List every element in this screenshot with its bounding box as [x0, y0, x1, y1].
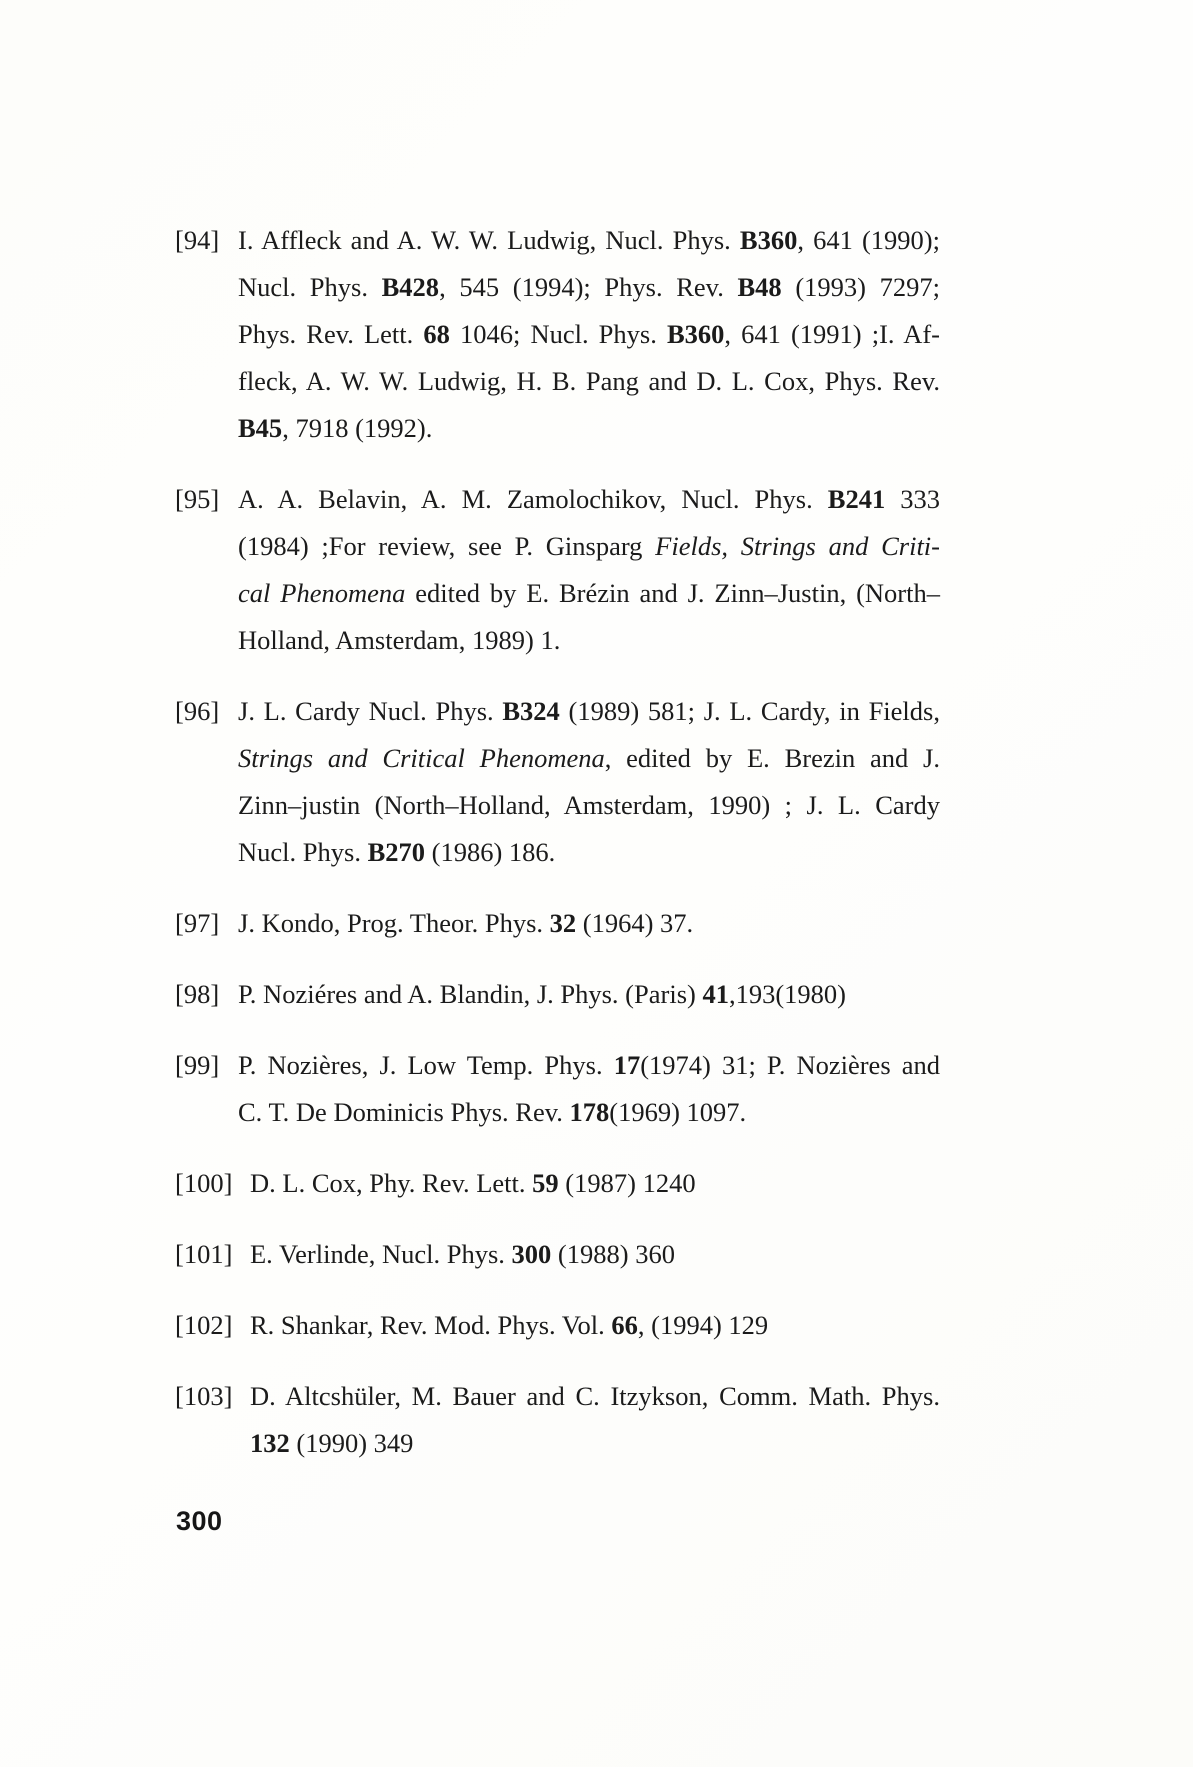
reference-text-segment: (1993) 7297; [781, 272, 940, 302]
reference-text-segment: I. Affleck and A. W. W. Ludwig, Nucl. Phys. [238, 225, 740, 255]
reference-text-segment: B360 [666, 319, 725, 349]
reference-text-segment: B45 [238, 413, 283, 443]
reference-label: [101] [175, 1239, 233, 1269]
reference-line [250, 1302, 940, 1349]
reference-text-segment: Phys. Rev. Lett. [238, 319, 424, 349]
reference-label: [98] [175, 979, 220, 1009]
reference-text-segment: P. Nozières, J. Low Temp. Phys. [238, 1050, 614, 1080]
reference-line [250, 1231, 940, 1278]
reference-text-segment: (1964) 37. [576, 908, 694, 938]
reference-line [238, 358, 940, 405]
reference-text-segment: E. Verlinde, Nucl. Phys. [250, 1239, 512, 1269]
reference-text-segment: 333 [885, 484, 941, 514]
reference-text-segment: 17 [613, 1050, 641, 1080]
reference-text-segment: 41 [702, 979, 729, 1009]
reference-text-segment: 132 [250, 1428, 290, 1458]
reference-text-segment: (1974) 31; P. Nozières and [640, 1050, 940, 1080]
reference-line [238, 570, 940, 617]
reference-text-segment: (1984) ;For review, see P. Ginsparg [238, 531, 656, 561]
reference-text-segment: 66 [611, 1310, 638, 1340]
reference-line [238, 971, 940, 1018]
reference-label: [95] [175, 484, 220, 514]
reference-line [250, 1373, 940, 1420]
reference-item [175, 217, 940, 452]
reference-text-segment: (1969) 1097. [609, 1097, 747, 1127]
reference-text-segment: edited by E. Brézin and J. Zinn–Justin, (North– [405, 578, 940, 608]
reference-text-segment: 1046; Nucl. Phys. [449, 319, 667, 349]
reference-text-segment: , 545 (1994); Phys. Rev. [439, 272, 738, 302]
reference-label: [103] [175, 1381, 233, 1411]
reference-item [175, 1042, 940, 1136]
reference-text-segment: Nucl. Phys. [238, 272, 382, 302]
reference-text-segment: (1990) 349 [289, 1428, 414, 1458]
reference-text-segment: (1986) 186. [425, 837, 556, 867]
reference-line [238, 617, 940, 664]
reference-line [238, 1042, 940, 1089]
reference-item [175, 476, 940, 664]
reference-text-segment: A. A. Belavin, A. M. Zamolochikov, Nucl. Phys. [238, 484, 828, 514]
reference-item [175, 1160, 940, 1207]
reference-line [238, 217, 940, 264]
reference-text-segment: (1989) 581; J. L. Cardy, in Fields, [559, 696, 940, 726]
reference-text-segment: cal Phenomena [238, 578, 406, 608]
reference-label: [94] [175, 225, 220, 255]
reference-line [238, 735, 940, 782]
reference-text-segment: Nucl. Phys. [238, 837, 368, 867]
reference-text-segment: B48 [737, 272, 782, 302]
reference-line [238, 1089, 940, 1136]
reference-text-segment: 300 [511, 1239, 552, 1269]
reference-item [175, 1302, 940, 1349]
reference-text-segment: , 641 (1991) ;I. Af- [724, 319, 940, 349]
reference-label: [96] [175, 696, 220, 726]
reference-text-segment: D. Altcshüler, M. Bauer and C. Itzykson, Comm. Math. Phys. [250, 1381, 940, 1411]
reference-text-segment: B360 [739, 225, 798, 255]
reference-line [238, 311, 940, 358]
reference-text-segment: J. Kondo, Prog. Theor. Phys. [238, 908, 550, 938]
reference-item [175, 900, 940, 947]
reference-line [238, 688, 940, 735]
reference-line [250, 1160, 940, 1207]
reference-text-segment: 59 [532, 1168, 559, 1198]
reference-text-segment: 178 [569, 1097, 610, 1127]
reference-text-segment: , (1994) 129 [637, 1310, 769, 1340]
reference-label: [100] [175, 1168, 233, 1198]
reference-text-segment: , 7918 (1992). [282, 413, 433, 443]
reference-text-segment: B241 [827, 484, 886, 514]
reference-text-segment: P. Noziéres and A. Blandin, J. Phys. (Paris) [238, 979, 703, 1009]
reference-line [238, 405, 940, 452]
reference-text-segment: D. L. Cox, Phy. Rev. Lett. [250, 1168, 533, 1198]
reference-text-segment: B270 [367, 837, 426, 867]
reference-item [175, 971, 940, 1018]
reference-text-segment: (1987) 1240 [558, 1168, 696, 1198]
reference-item [175, 1373, 940, 1467]
reference-text-segment: fleck, A. W. W. Ludwig, H. B. Pang and D. L. Cox, Phys. Rev. [238, 366, 940, 396]
reference-item [175, 1231, 940, 1278]
bibliography [175, 217, 940, 1491]
reference-text-segment: Holland, Amsterdam, 1989) 1. [238, 625, 561, 655]
reference-text-segment: ,193(1980) [728, 979, 846, 1009]
reference-text-segment: 32 [549, 908, 577, 938]
reference-line [238, 264, 940, 311]
reference-text-segment: J. L. Cardy Nucl. Phys. [238, 696, 503, 726]
page-number: 300 [176, 1506, 223, 1536]
reference-text-segment: Strings and Critical Phenomena [238, 743, 605, 773]
reference-text-segment: C. T. De Dominicis Phys. Rev. [238, 1097, 570, 1127]
reference-label: [97] [175, 908, 220, 938]
reference-text-segment: R. Shankar, Rev. Mod. Phys. Vol. [250, 1310, 612, 1340]
reference-text-segment: B324 [502, 696, 560, 726]
reference-line [238, 782, 940, 829]
reference-text-segment: (1988) 360 [551, 1239, 675, 1269]
reference-line [238, 900, 940, 947]
reference-item [175, 688, 940, 876]
reference-text-segment: , 641 (1990); [797, 225, 940, 255]
reference-text-segment: Zinn–justin (North–Holland, Amsterdam, 1990) ; J. L. Cardy [238, 790, 940, 820]
reference-text-segment: 68 [423, 319, 450, 349]
reference-line [238, 829, 940, 876]
reference-label: [99] [175, 1050, 220, 1080]
reference-text-segment: B428 [381, 272, 440, 302]
reference-text-segment: , edited by E. Brezin and J. [604, 743, 940, 773]
reference-line [250, 1420, 940, 1467]
reference-line [238, 523, 940, 570]
reference-label: [102] [175, 1310, 233, 1340]
reference-line [238, 476, 940, 523]
reference-text-segment: Fields, Strings and Criti- [655, 531, 940, 561]
